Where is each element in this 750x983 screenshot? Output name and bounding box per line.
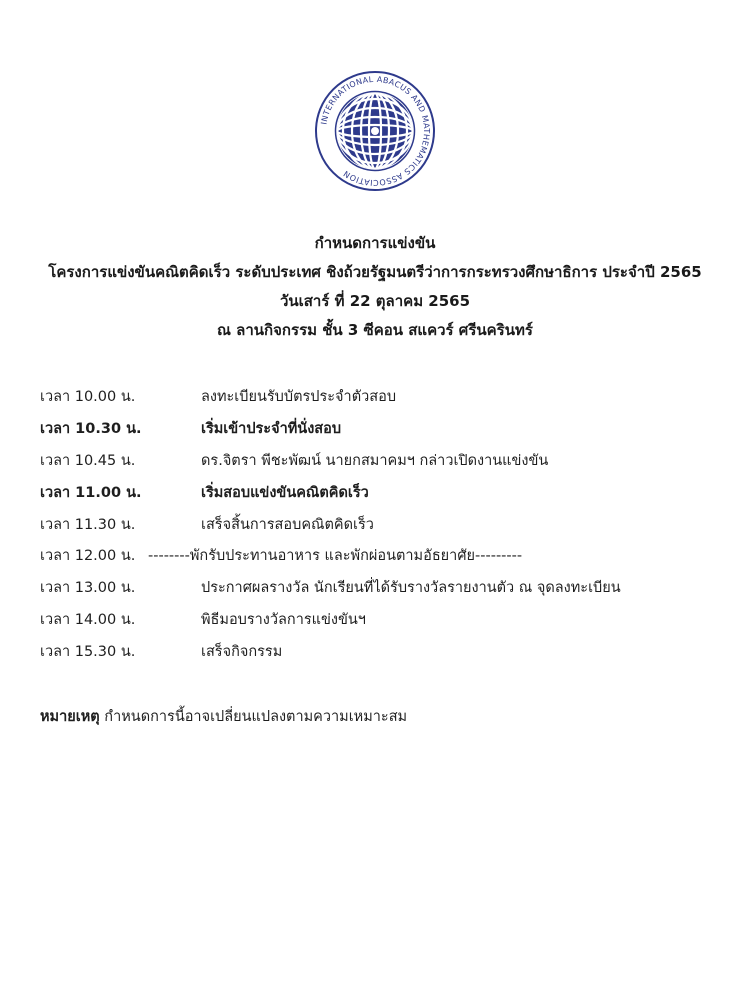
remark-text: กำหนดการนี้อาจเปลี่ยนแปลงตามความเหมาะสม <box>104 709 408 725</box>
schedule-activity: --------พักรับประทานอาหาร และพักผ่อนตามอัธยาศัย--------- <box>148 548 523 565</box>
logo-ring-text: INTERNATIONAL ABACUS AND MATHEMATICS ASSOCIATION <box>319 74 432 188</box>
remark <box>40 704 407 730</box>
schedule-time: เวลา 10.00 น. <box>40 389 136 405</box>
schedule-row <box>40 480 720 512</box>
association-logo <box>314 70 436 192</box>
project-name: โครงการแข่งขันคณิตคิดเร็ว ระดับประเทศ ชิงถ้วยรัฐมนตรีว่าการกระทรวงศึกษาธิการ ประจำปี 2565 <box>48 263 702 281</box>
schedule-row <box>40 512 720 544</box>
schedule-time: เวลา 11.30 น. <box>40 516 136 533</box>
schedule-row <box>40 384 720 416</box>
schedule-time: เวลา 15.30 น. <box>40 644 136 661</box>
schedule-time: เวลา 10.30 น. <box>40 420 142 437</box>
remark-label: หมายเหตุ <box>40 709 100 725</box>
schedule-activity: ประกาศผลรางวัล นักเรียนที่ได้รับรางวัลรายงานตัว ณ จุดลงทะเบียน <box>201 580 621 597</box>
schedule-activity: เสร็จกิจกรรม <box>201 644 283 661</box>
schedule-time: เวลา 13.00 น. <box>40 580 136 597</box>
schedule-activity: ดร.จิตรา พีชะพัฒน์ นายกสมาคมฯ กล่าวเปิดงานแข่งขัน <box>201 452 549 469</box>
schedule-time: เวลา 12.00 น. <box>40 548 136 565</box>
schedule-time: เวลา 14.00 น. <box>40 612 136 629</box>
schedule-list <box>40 384 720 671</box>
schedule-activity: พิธีมอบรางวัลการแข่งขันฯ <box>201 612 366 629</box>
schedule-time: เวลา 11.00 น. <box>40 484 142 501</box>
schedule-row <box>40 639 720 671</box>
event-venue: ณ ลานกิจกรรม ชั้น 3 ซีคอน สแควร์ ศรีนครินทร์ <box>217 321 533 339</box>
schedule-row <box>40 575 720 607</box>
schedule-row <box>40 607 720 639</box>
logo-emblem-icon <box>314 70 436 192</box>
schedule-row <box>40 416 720 448</box>
schedule-row <box>40 448 720 480</box>
schedule-activity: เริ่มเข้าประจำที่นั่งสอบ <box>201 420 342 437</box>
schedule-activity: เริ่มสอบแข่งขันคณิตคิดเร็ว <box>201 484 369 501</box>
document-header <box>0 229 750 345</box>
schedule-activity: เสร็จสิ้นการสอบคณิตคิดเร็ว <box>201 516 374 533</box>
schedule-activity: ลงทะเบียนรับบัตรประจำตัวสอบ <box>201 389 397 405</box>
event-date: วันเสาร์ ที่ 22 ตุลาคม 2565 <box>279 292 471 310</box>
schedule-time: เวลา 10.45 น. <box>40 452 136 469</box>
document-title: กำหนดการแข่งขัน <box>314 234 436 252</box>
schedule-row-break <box>40 543 720 575</box>
